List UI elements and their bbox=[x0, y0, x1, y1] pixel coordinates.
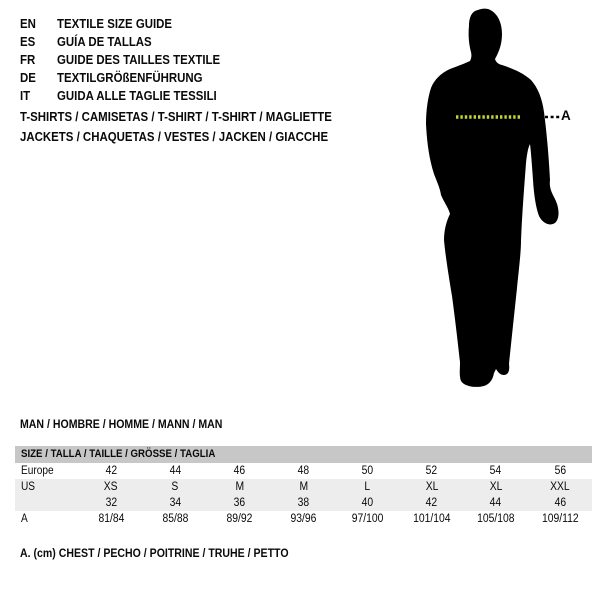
row-label bbox=[15, 463, 79, 479]
table-cell bbox=[271, 479, 335, 495]
man-silhouette-graphic bbox=[426, 9, 559, 387]
cell-text: 52 bbox=[425, 465, 438, 477]
table-cell bbox=[336, 495, 400, 511]
lang-code bbox=[20, 33, 54, 51]
category-text: T-SHIRTS / CAMISETAS / T-SHIRT / T-SHIRT / MAGLIETTE bbox=[20, 109, 332, 124]
table-cell bbox=[207, 463, 271, 479]
cell-text: 42 bbox=[425, 497, 438, 509]
cell-text: 46 bbox=[554, 497, 566, 509]
cell-text: 42 bbox=[105, 465, 117, 477]
lang-label-text: GUIDE DES TAILLES TEXTILE bbox=[57, 52, 221, 67]
section-title-man bbox=[20, 416, 250, 432]
cell-text: 101/104 bbox=[412, 513, 451, 525]
table-cell bbox=[336, 479, 400, 495]
cell-text: 97/100 bbox=[351, 513, 384, 525]
measurement-footnote bbox=[20, 545, 325, 561]
cell-text: XL bbox=[489, 481, 503, 493]
table-cell bbox=[79, 479, 143, 495]
size-table-header-text: SIZE / TALLA / TAILLE / GRÖSSE / TAGLIA bbox=[21, 448, 216, 460]
lang-label-text: GUÍA DE TALLAS bbox=[57, 34, 152, 49]
table-row-us bbox=[15, 479, 592, 495]
cell-text: 54 bbox=[490, 465, 502, 477]
cell-text: S bbox=[171, 481, 179, 493]
cell-text: 50 bbox=[361, 465, 374, 477]
lang-label bbox=[57, 87, 239, 105]
table-cell bbox=[336, 463, 400, 479]
table-cell bbox=[528, 463, 592, 479]
table-cell bbox=[400, 511, 464, 527]
row-label bbox=[15, 479, 79, 495]
table-cell bbox=[336, 511, 400, 527]
table-cell bbox=[464, 479, 528, 495]
table-row-numeric bbox=[15, 495, 592, 511]
category-line-jackets bbox=[20, 128, 370, 146]
cell-text: 38 bbox=[297, 497, 310, 509]
cell-text: 85/88 bbox=[162, 513, 189, 525]
man-silhouette-figure bbox=[400, 0, 600, 400]
cell-text: 89/92 bbox=[226, 513, 253, 525]
lang-code-text: IT bbox=[20, 88, 31, 103]
lang-label-text: TEXTILE SIZE GUIDE bbox=[57, 16, 173, 31]
lang-code bbox=[20, 51, 54, 69]
cell-text: XL bbox=[425, 481, 439, 493]
table-cell bbox=[400, 479, 464, 495]
table-cell bbox=[143, 495, 207, 511]
cell-text: M bbox=[299, 481, 308, 493]
cell-text: 105/108 bbox=[477, 513, 515, 525]
row-label-text: US bbox=[21, 481, 36, 493]
category-line-tshirts bbox=[20, 108, 374, 126]
cell-text: L bbox=[364, 481, 371, 493]
row-label bbox=[15, 511, 79, 527]
table-row-europe bbox=[15, 463, 592, 479]
category-text: JACKETS / CHAQUETAS / VESTES / JACKEN / GIACCHE bbox=[20, 129, 329, 144]
cell-text: 36 bbox=[233, 497, 246, 509]
lang-code bbox=[20, 69, 54, 87]
table-cell bbox=[528, 511, 592, 527]
lang-label bbox=[57, 69, 222, 87]
table-cell bbox=[464, 463, 528, 479]
table-cell bbox=[79, 463, 143, 479]
cell-text: XS bbox=[104, 481, 118, 493]
lang-code-text: DE bbox=[20, 70, 36, 85]
cell-text: 48 bbox=[297, 465, 310, 477]
cell-text: 44 bbox=[169, 465, 181, 477]
lang-label-text: GUIDA ALLE TAGLIE TESSILI bbox=[57, 88, 217, 103]
lang-label bbox=[57, 33, 165, 51]
lang-code-text: FR bbox=[20, 52, 36, 67]
table-cell bbox=[207, 511, 271, 527]
table-row-chest-a bbox=[15, 511, 592, 527]
table-cell bbox=[271, 495, 335, 511]
table-cell bbox=[464, 511, 528, 527]
table-cell bbox=[143, 463, 207, 479]
cell-text: 109/112 bbox=[541, 513, 579, 525]
size-table bbox=[15, 446, 592, 527]
measure-label-a: A bbox=[561, 108, 571, 123]
lang-code bbox=[20, 15, 54, 33]
cell-text: M bbox=[234, 481, 244, 493]
cell-text: 32 bbox=[105, 497, 117, 509]
lang-code-text: EN bbox=[20, 16, 36, 31]
lang-code bbox=[20, 87, 54, 105]
table-cell bbox=[143, 479, 207, 495]
cell-text: 34 bbox=[169, 497, 181, 509]
cell-text: 44 bbox=[490, 497, 502, 509]
table-cell bbox=[207, 479, 271, 495]
row-label bbox=[15, 495, 79, 511]
lang-code-text: ES bbox=[20, 34, 36, 49]
section-title-text: MAN / HOMBRE / HOMME / MANN / MAN bbox=[20, 417, 223, 431]
row-label-text: Europe bbox=[21, 465, 54, 477]
table-cell bbox=[528, 495, 592, 511]
measurement-footnote-text: A. (cm) CHEST / PECHO / POITRINE / TRUHE / PETTO bbox=[20, 546, 289, 560]
lang-label bbox=[57, 15, 188, 33]
cell-text: 56 bbox=[554, 465, 566, 477]
table-cell bbox=[400, 495, 464, 511]
lang-label bbox=[57, 51, 242, 69]
table-cell bbox=[400, 463, 464, 479]
cell-text: 46 bbox=[233, 465, 246, 477]
table-cell bbox=[79, 495, 143, 511]
lang-label-text: TEXTILGRÖßENFÜHRUNG bbox=[57, 70, 203, 85]
table-cell bbox=[464, 495, 528, 511]
table-cell bbox=[79, 511, 143, 527]
table-cell bbox=[271, 511, 335, 527]
cell-text: 93/96 bbox=[290, 513, 317, 525]
size-table-header bbox=[15, 446, 592, 463]
table-cell bbox=[271, 463, 335, 479]
table-cell bbox=[207, 495, 271, 511]
cell-text: XXL bbox=[550, 481, 570, 493]
cell-text: 40 bbox=[361, 497, 374, 509]
table-cell bbox=[528, 479, 592, 495]
cell-text: 81/84 bbox=[98, 513, 125, 525]
table-cell bbox=[143, 511, 207, 527]
row-label-text: A bbox=[21, 513, 28, 525]
